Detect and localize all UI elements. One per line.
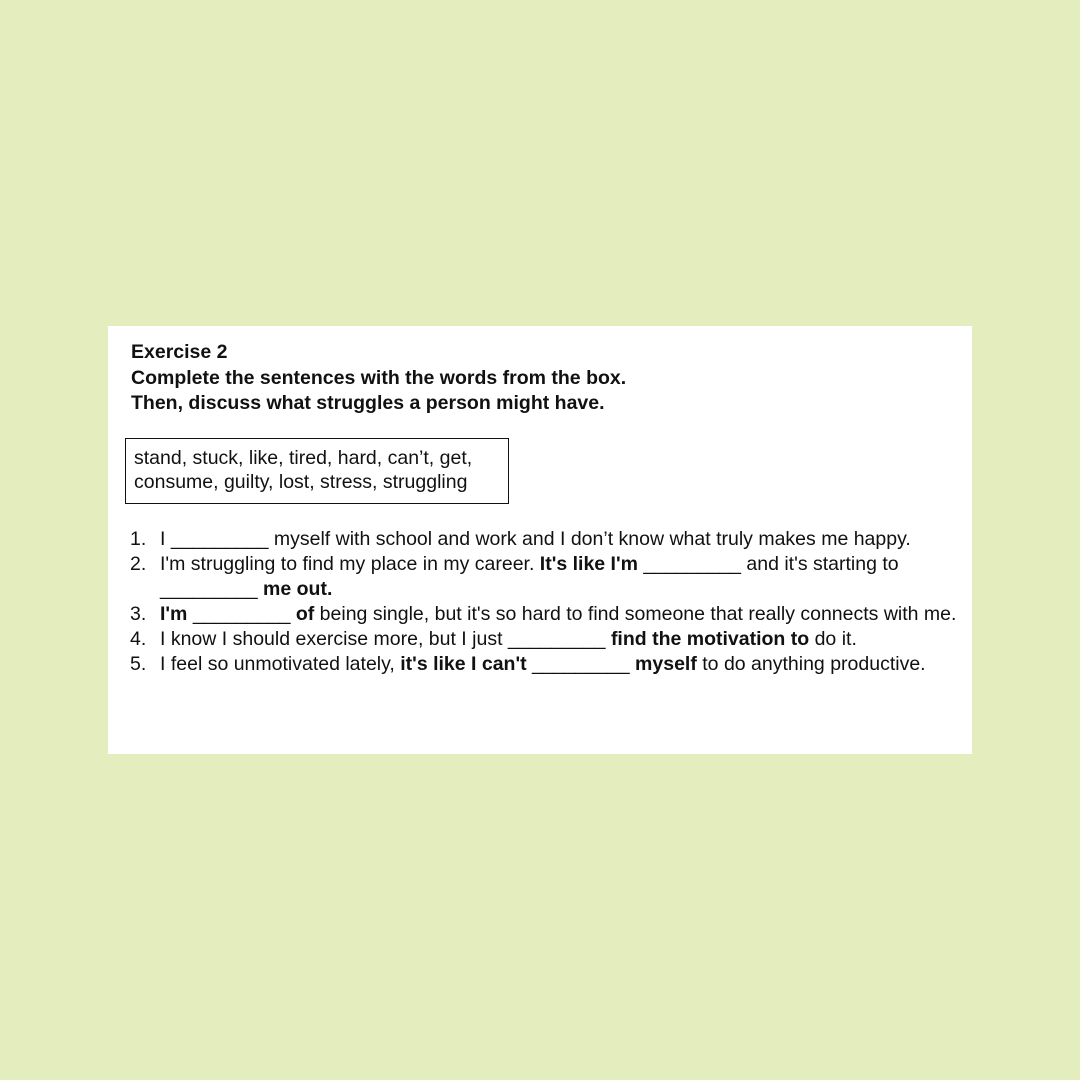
sentence-bold-phrase: find the motivation to: [610, 628, 810, 650]
answer-blank: _________: [192, 603, 291, 625]
sentence-number: 4.: [130, 628, 147, 650]
word-box-line-1: stand, stuck, like, tired, hard, can’t, get,: [134, 447, 473, 469]
word-box-line-2: consume, guilty, lost, stress, struggling: [134, 471, 468, 493]
sentence-bold-phrase: me out.: [263, 578, 333, 600]
word-box: [125, 438, 509, 504]
sentence-text: I know I should exercise more, but I just: [160, 628, 508, 650]
sentence-text: being single, but it's so hard to find someone that really connects with me.: [314, 603, 957, 625]
sentence-number: 2.: [130, 553, 147, 575]
sentence-number: 3.: [130, 603, 147, 625]
worksheet-card: [108, 326, 972, 754]
sentence-text: I: [160, 528, 171, 550]
sentence-bold-phrase: of: [295, 603, 315, 625]
sentence-number: 5.: [130, 653, 147, 675]
sentence-text: I'm struggling to find my place in my career.: [160, 553, 540, 575]
sentence-number: 1.: [130, 528, 147, 550]
sentence-bold-phrase: myself: [635, 653, 697, 675]
sentence-text: do it.: [809, 628, 857, 650]
sentence-text: I feel so unmotivated lately,: [160, 653, 401, 675]
sentence-2: [130, 552, 960, 602]
exercise-heading: [131, 340, 626, 417]
sentence-5: [130, 652, 960, 677]
answer-blank: _________: [170, 528, 269, 550]
answer-blank: _________: [160, 578, 258, 600]
sentence-4: [130, 627, 960, 652]
answer-blank: _________: [643, 553, 741, 575]
sentence-list: [130, 527, 960, 677]
sentence-bold-phrase: It's like I'm: [539, 553, 638, 575]
sentence-1: [130, 527, 960, 552]
exercise-title: Exercise 2: [131, 341, 228, 363]
answer-blank: _________: [507, 628, 606, 650]
sentence-text: myself with school and work and I don’t know what truly makes me happy.: [268, 528, 911, 550]
sentence-bold-phrase: I'm: [160, 603, 188, 625]
sentence-3: [130, 602, 960, 627]
sentence-text: and it's starting to: [740, 553, 899, 575]
answer-blank: _________: [532, 653, 630, 675]
exercise-instruction-1: Complete the sentences with the words from the box.: [131, 366, 627, 389]
sentence-text: to do anything productive.: [696, 653, 926, 675]
sentence-bold-phrase: it's like I can't: [400, 653, 527, 675]
exercise-instruction-2: Then, discuss what struggles a person might have.: [131, 392, 605, 414]
